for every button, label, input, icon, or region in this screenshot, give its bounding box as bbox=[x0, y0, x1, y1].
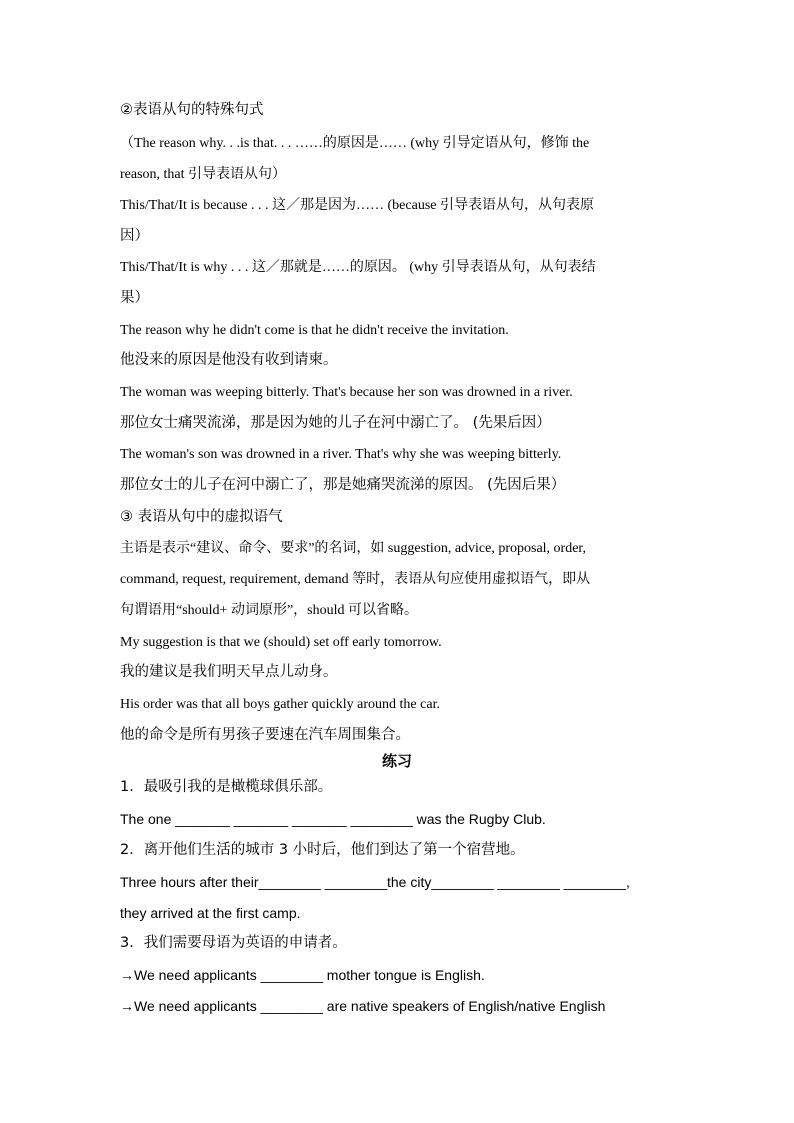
example3-chinese: 那位女士的儿子在河中溺亡了，那是她痛哭流涕的原因。 (先因后果） bbox=[120, 477, 566, 493]
section2-line4: 因） bbox=[120, 228, 149, 244]
question2-chinese: 2．离开他们生活的城市 3 小时后，他们到达了第一个宿营地。 bbox=[120, 842, 525, 858]
section2-heading: ②表语从句的特殊句式 bbox=[120, 102, 264, 118]
question3-chinese: 3．我们需要母语为英语的申请者。 bbox=[120, 935, 347, 951]
section2-line1: （The reason why. . .is that. . . ……的原因是…… (why 引导定语从句，修饰 the bbox=[120, 136, 590, 151]
section3-example1-english: My suggestion is that we (should) set off early tomorrow. bbox=[120, 635, 442, 650]
section3-line2: command, request, requirement, demand 等时，表语从句应使用虚拟语气，即从 bbox=[120, 572, 591, 587]
section3-example2-chinese: 他的命令是所有男孩子要速在汽车周围集合。 bbox=[120, 727, 410, 743]
question1-english: The one _______ _______ _______ ________ was the Rugby Club. bbox=[120, 811, 546, 827]
example2-english: The woman was weeping bitterly. That's because her son was drowned in a river. bbox=[120, 385, 573, 400]
example1-chinese: 他没来的原因是他没有收到请柬。 bbox=[120, 352, 338, 368]
question3-answer-a: →We need applicants ________ mother tongue is English. bbox=[120, 967, 485, 983]
section3-heading: ③ 表语从句中的虚拟语气 bbox=[120, 509, 283, 525]
section2-line2: reason, that 引导表语从句） bbox=[120, 167, 287, 182]
section3-example2-english: His order was that all boys gather quickly around the car. bbox=[120, 697, 440, 712]
section3-line1: 主语是表示“建议、命令、要求”的名词，如 suggestion, advice, proposal, order, bbox=[120, 541, 587, 556]
section3-example1-chinese: 我的建议是我们明天早点儿动身。 bbox=[120, 664, 338, 680]
question3-answer-b: →We need applicants ________ are native speakers of English/native English bbox=[120, 998, 606, 1014]
question2-english-continued: they arrived at the first camp. bbox=[120, 905, 301, 921]
question2-english: Three hours after their________ ________the city________ ________ ________, bbox=[120, 874, 630, 890]
practice-title: 练习 bbox=[381, 752, 412, 770]
example2-chinese: 那位女士痛哭流涕，那是因为她的儿子在河中溺亡了。 (先果后因） bbox=[120, 415, 551, 431]
example1-english: The reason why he didn't come is that he didn't receive the invitation. bbox=[120, 323, 509, 338]
section2-line6: 果） bbox=[120, 290, 149, 306]
section2-line5: This/That/It is why . . . 这／那就是……的原因。 (why 引导表语从句，从句表结 bbox=[120, 260, 596, 275]
question1-chinese: 1．最吸引我的是橄榄球俱乐部。 bbox=[120, 779, 333, 795]
example3-english: The woman's son was drowned in a river. That's why she was weeping bitterly. bbox=[120, 447, 562, 462]
section2-line3: This/That/It is because . . . 这／那是因为…… (because 引导表语从句，从句表原 bbox=[120, 198, 594, 213]
section3-line3: 句谓语用“should+ 动词原形”，should 可以省略。 bbox=[120, 603, 418, 618]
